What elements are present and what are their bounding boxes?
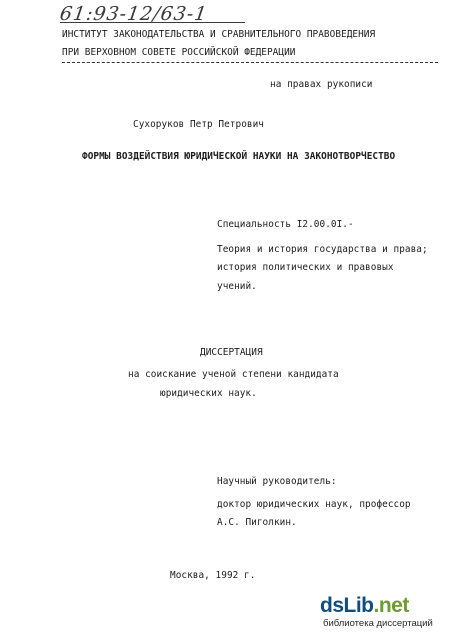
handwritten-underline <box>60 22 245 23</box>
place-and-year: Москва, 1992 г. <box>170 570 256 581</box>
watermark-logo-main: dsLib <box>320 594 374 617</box>
dissertation-degree-line-1: на соискание ученой степени кандидата <box>128 369 339 380</box>
specialty-line-2: Теория и история государства и права; <box>217 244 428 255</box>
supervisor-title: доктор юридических наук, профессор <box>217 499 411 510</box>
dissertation-heading: ДИССЕРТАЦИЯ <box>200 347 263 358</box>
handwritten-archive-code: 61:93-12/63-1 <box>58 3 209 25</box>
author-name: Сухоруков Петр Петрович <box>133 119 264 130</box>
dissertation-degree-line-2: юридических наук. <box>160 388 257 399</box>
supervisor-name: А.С. Пиголкин. <box>217 517 297 528</box>
watermark-logo-tld: net <box>378 594 409 617</box>
watermark-logo <box>320 594 409 618</box>
supervisor-label: Научный руководитель: <box>217 476 337 487</box>
header-divider <box>62 62 438 63</box>
specialty-code: Специальность I2.00.0I.- <box>217 219 354 230</box>
watermark-logo-dot: . <box>373 594 379 617</box>
dissertation-title: ФОРМЫ ВОЗДЕЙСТВИЯ ЮРИДИЧЕСКОЙ НАУКИ НА ЗАКОНОТВОРЧЕСТВО <box>82 151 396 162</box>
watermark-subtitle: библиотека диссертаций <box>323 618 433 629</box>
institute-line-2: ПРИ ВЕРХОВНОМ СОВЕТЕ РОССИЙСКОЙ ФЕДЕРАЦИИ <box>62 47 296 58</box>
specialty-line-3: история политических и правовых <box>217 262 394 273</box>
manuscript-rights: на правах рукописи <box>270 79 373 90</box>
institute-line-1: ИНСТИТУТ ЗАКОНОДАТЕЛЬСТВА И СРАВНИТЕЛЬНОГО ПРАВОВЕДЕНИЯ <box>62 29 376 40</box>
watermark <box>320 594 445 632</box>
specialty-line-4: учений. <box>217 281 257 292</box>
